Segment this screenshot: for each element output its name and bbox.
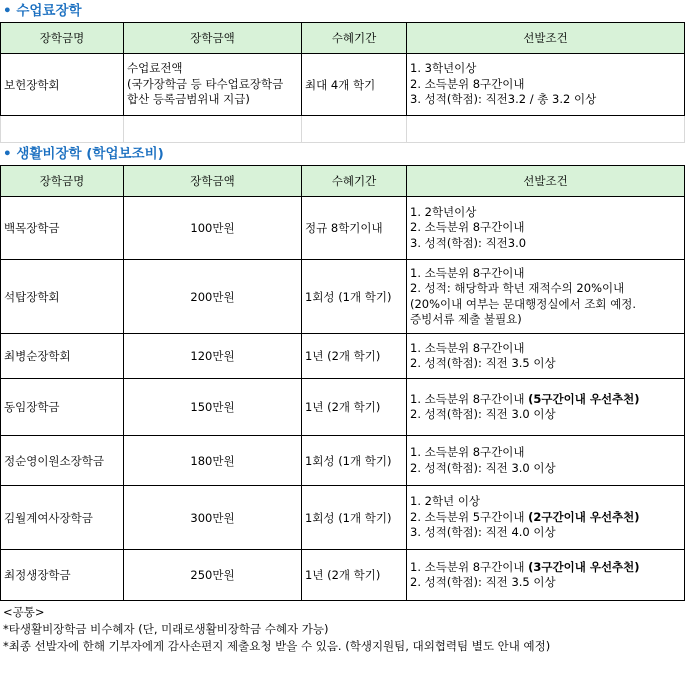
table-row	[1, 260, 685, 334]
scholarship-period: 1회성 (1개 학기)	[302, 260, 407, 334]
condition-text: 1. 소득분위 8구간이내	[410, 391, 529, 406]
scholarship-conditions	[407, 334, 685, 379]
header-name: 장학금명	[1, 23, 124, 54]
living-scholarship-table	[0, 165, 685, 601]
scholarship-name: 최병순장학회	[1, 334, 124, 379]
scholarship-amount: 200만원	[124, 260, 302, 334]
condition-line: (20%이내 여부는 문대행정실에서 조회 예정.	[410, 296, 637, 311]
scholarship-conditions	[407, 260, 685, 334]
scholarship-period: 1년 (2개 학기)	[302, 379, 407, 436]
scholarship-name: 백목장학금	[1, 197, 124, 260]
condition-line: 1. 3학년이상	[410, 61, 477, 76]
table-header-row	[1, 23, 685, 54]
scholarship-name: 보헌장학회	[1, 54, 124, 116]
scholarship-name: 동임장학금	[1, 379, 124, 436]
condition-line: 2. 성적(학점): 직전 3.5 이상	[410, 575, 556, 589]
table-row	[1, 197, 685, 260]
table-row	[1, 54, 685, 116]
scholarship-conditions	[407, 550, 685, 601]
section-title-tuition: • 수업료장학	[3, 3, 82, 19]
condition-line	[410, 510, 681, 526]
condition-line: 3. 성적(학점): 직전3.2 / 총 3.2 이상	[410, 92, 597, 107]
scholarship-name: 최정생장학금	[1, 550, 124, 601]
scholarship-period: 최대 4개 학기	[302, 54, 407, 116]
priority-note: (5구간이내 우선추천)	[528, 391, 640, 406]
scholarship-amount: 150만원	[124, 379, 302, 436]
condition-line: 1. 소득분위 8구간이내	[410, 265, 525, 280]
condition-line: 3. 성적(학점): 직전3.0	[410, 235, 527, 250]
condition-line: 1. 소득분위 8구간이내	[410, 340, 525, 355]
table-row	[1, 334, 685, 379]
scholarship-period: 정규 8학기이내	[302, 197, 407, 260]
condition-line: 3. 성적(학점): 직전 4.0 이상	[410, 525, 556, 540]
header-name: 장학금명	[1, 166, 124, 197]
note-line: *최종 선발자에 한해 기부자에게 감사손편지 제출요청 받을 수 있음. (학생지원팀, 대외협력팀 별도 안내 예정)	[3, 639, 551, 653]
condition-line: 2. 성적(학점): 직전 3.5 이상	[410, 356, 556, 370]
scholarship-period: 1회성 (1개 학기)	[302, 436, 407, 486]
condition-text: 2. 소득분위 5구간이내	[410, 509, 529, 524]
scholarship-amount: 180만원	[124, 436, 302, 486]
condition-line: 1. 소득분위 8구간이내	[410, 445, 525, 459]
scholarship-name: 정순영이원소장학금	[1, 436, 124, 486]
scholarship-conditions	[407, 436, 685, 486]
condition-line: 1. 2학년이상	[410, 204, 477, 219]
scholarship-amount: 250만원	[124, 550, 302, 601]
table-row	[1, 379, 685, 436]
scholarship-amount: 100만원	[124, 197, 302, 260]
amount-line: 수업료전액	[127, 61, 183, 76]
scholarship-conditions	[407, 379, 685, 436]
scholarship-name: 석탑장학회	[1, 260, 124, 334]
scholarship-amount	[124, 54, 302, 116]
scholarship-name: 김월계여사장학금	[1, 486, 124, 550]
condition-line: 증빙서류 제출 불필요)	[410, 312, 522, 326]
scholarship-period: 1년 (2개 학기)	[302, 550, 407, 601]
header-amount: 장학금액	[124, 166, 302, 197]
condition-line: 2. 소득분위 8구간이내	[410, 220, 525, 235]
notes	[0, 604, 685, 655]
condition-line: 2. 소득분위 8구간이내	[410, 76, 525, 91]
condition-text: 1. 소득분위 8구간이내	[410, 559, 529, 574]
table-row	[1, 436, 685, 486]
condition-line	[410, 560, 681, 576]
amount-line: (국가장학금 등 타수업료장학금	[127, 76, 284, 91]
tuition-scholarship-table	[0, 22, 685, 143]
scholarship-conditions	[407, 54, 685, 116]
scholarship-conditions	[407, 486, 685, 550]
header-amount: 장학금액	[124, 23, 302, 54]
spacer-row	[1, 116, 685, 143]
scholarship-conditions	[407, 197, 685, 260]
scholarship-amount: 120만원	[124, 334, 302, 379]
condition-line	[410, 392, 681, 408]
section-title-living: • 생활비장학 (학업보조비)	[3, 146, 164, 162]
scholarship-period: 1회성 (1개 학기)	[302, 486, 407, 550]
condition-line: 2. 성적(학점): 직전 3.0 이상	[410, 407, 556, 421]
condition-line: 1. 2학년 이상	[410, 494, 481, 509]
amount-line: 합산 등록금범위내 지급)	[127, 92, 250, 107]
scholarship-amount: 300만원	[124, 486, 302, 550]
header-period: 수혜기간	[302, 166, 407, 197]
table-row	[1, 550, 685, 601]
notes-heading: <공통>	[3, 605, 45, 619]
header-conditions: 선발조건	[407, 23, 685, 54]
condition-line: 2. 성적: 해당학과 학년 재적수의 20%이내	[410, 281, 625, 295]
priority-note: (3구간이내 우선추천)	[528, 559, 640, 574]
header-period: 수혜기간	[302, 23, 407, 54]
scholarship-period: 1년 (2개 학기)	[302, 334, 407, 379]
condition-line: 2. 성적(학점): 직전 3.0 이상	[410, 460, 556, 475]
priority-note: (2구간이내 우선추천)	[528, 509, 640, 524]
note-line: *타생활비장학금 비수혜자 (단, 미래로생활비장학금 수혜자 가능)	[3, 622, 329, 636]
table-header-row	[1, 166, 685, 197]
header-conditions: 선발조건	[407, 166, 685, 197]
table-row	[1, 486, 685, 550]
